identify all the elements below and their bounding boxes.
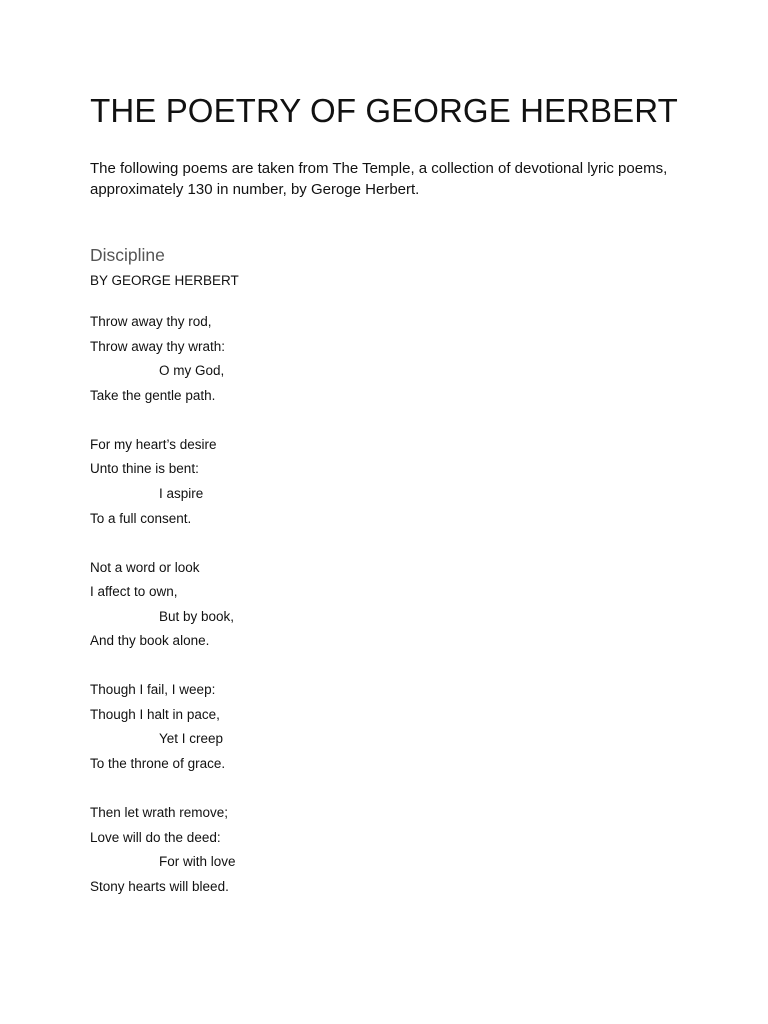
document-title: THE POETRY OF GEORGE HERBERT — [90, 92, 678, 129]
poem-line: To a full consent. — [90, 510, 192, 526]
poem-line: Unto thine is bent: — [90, 461, 199, 477]
poem-line: Throw away thy rod, — [90, 314, 212, 329]
poem-line: Stony hearts will bleed. — [90, 878, 229, 894]
poem-line-indented: I aspire — [159, 485, 204, 501]
poem-body — [90, 310, 236, 924]
poem-author: BY GEORGE HERBERT — [90, 273, 239, 288]
poem-title: Discipline — [90, 245, 165, 265]
poem-line: I affect to own, — [90, 584, 178, 600]
poem-line: To the throne of grace. — [90, 756, 226, 772]
poem-line: Throw away thy wrath: — [90, 338, 226, 354]
poem-line: Love will do the deed: — [90, 829, 221, 845]
poem-line: Though I fail, I weep: — [90, 682, 216, 698]
stanza — [90, 433, 236, 531]
poem-line-indented: O my God, — [159, 363, 225, 379]
intro-paragraph: The following poems are taken from The Temple, a collection of devotional lyric poems, approximately 130 in number, by Geroge Herbert. — [90, 160, 668, 198]
stanza — [90, 678, 236, 776]
stanza — [90, 801, 236, 899]
poem-line: Take the gentle path. — [90, 387, 216, 403]
poem-line-indented: Yet I creep — [159, 731, 224, 747]
poem-line-indented: But by book, — [159, 608, 235, 624]
poem-line: And thy book alone. — [90, 633, 210, 649]
poem-line: Though I halt in pace, — [90, 706, 220, 722]
stanza — [90, 556, 236, 654]
stanza — [90, 310, 236, 408]
poem-line: Not a word or look — [90, 559, 200, 575]
poem-line-indented: For with love — [159, 854, 236, 870]
poem-line: Then let wrath remove; — [90, 805, 229, 821]
poem-line: For my heart’s desire — [90, 436, 217, 452]
